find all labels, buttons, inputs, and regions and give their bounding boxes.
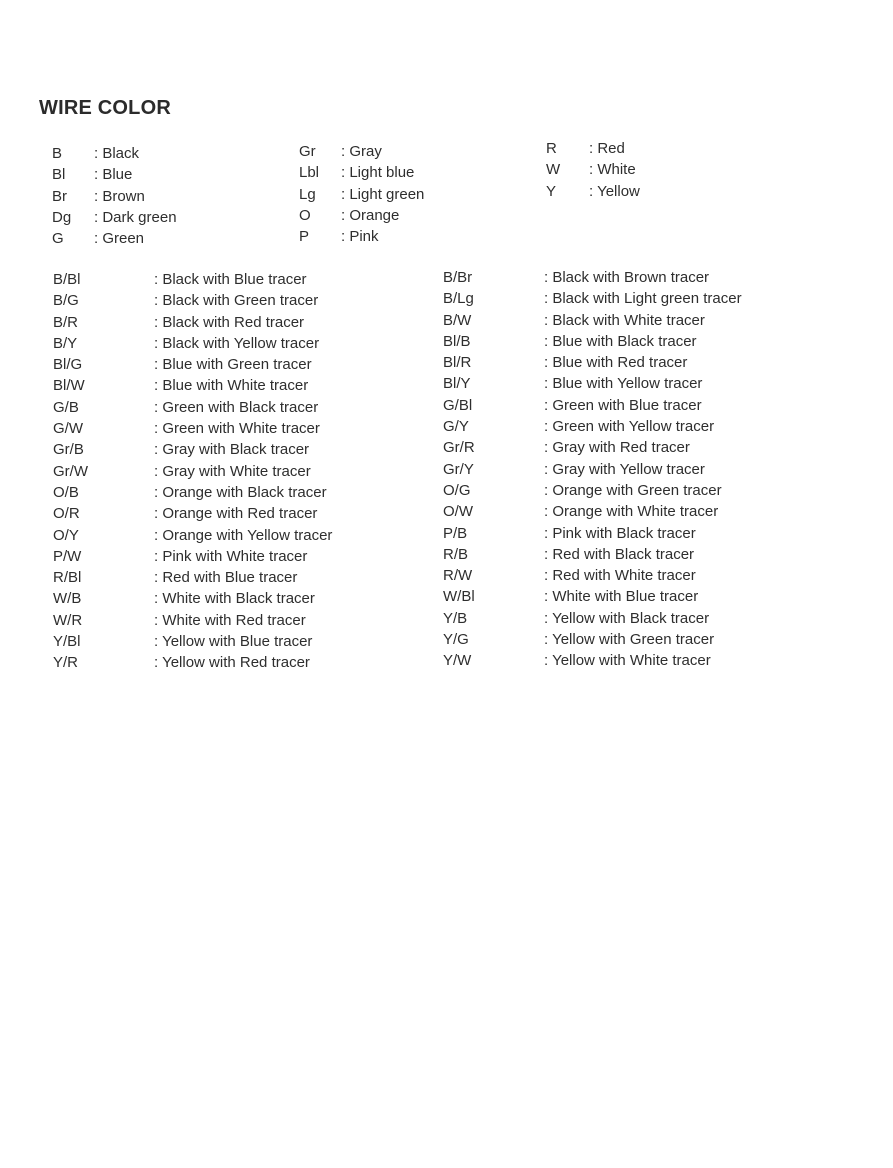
wire-color-description: : Blue with White tracer [154,377,309,395]
wire-color-description: : Black with Light green tracer [544,290,742,308]
wire-color-description: : Blue with Red tracer [544,354,688,372]
wire-color-code: B [52,145,63,162]
wire-color-code: R/W [443,567,473,585]
wire-color-description: : Red with Black tracer [544,545,695,563]
wire-color-description: : Pink [341,228,379,246]
wire-color-description: : Blue [94,166,133,184]
wire-color-description: : Orange with Black tracer [154,483,327,501]
wire-color-description: : Orange [341,206,400,224]
wire-color-description: : Orange with White tracer [544,503,719,521]
wire-color-description: : White with Black tracer [154,590,315,608]
wire-color-code: P [299,228,310,246]
wire-color-description: : Gray with Red tracer [544,439,690,457]
wire-color-code: R [546,140,557,157]
wire-color-code: P/W [53,547,82,565]
wire-color-description: : Yellow with Green tracer [544,631,715,649]
wire-color-code: B/Y [53,334,78,352]
wire-color-code: G/Y [443,418,469,436]
wire-color-description: : Gray with Black tracer [154,441,310,459]
wire-color-code: Bl [52,166,66,184]
wire-color-code: Bl/Y [443,375,471,393]
wire-color-description: : Green with Black tracer [154,398,319,416]
wire-color-code: Gr/B [53,441,84,459]
wire-color-code: B/Lg [443,290,474,308]
wire-color-description: : Green [94,230,145,248]
wire-color-code: Y [546,182,557,200]
wire-color-description: : Yellow with Blue tracer [154,633,313,651]
wire-color-description: : Light green [341,185,425,203]
wire-color-code: B/R [53,313,79,331]
wire-color-code: Bl/B [443,332,471,350]
wire-color-code: Dg [52,208,72,226]
wire-color-code: Y/R [53,654,79,672]
wire-color-code: Bl/R [443,354,472,372]
wire-color-code: Gr/Y [443,460,474,478]
wire-color-description: : Yellow [589,182,640,200]
wire-color-code: R/B [443,545,469,563]
wire-color-code: G/Bl [443,396,473,414]
wire-color-description: : Red with Blue tracer [154,569,298,587]
wire-color-description: : Orange with Red tracer [154,505,318,523]
wire-color-code: Y/W [443,652,472,670]
wire-color-description: : Red with White tracer [544,567,696,585]
wire-color-description: : Yellow with White tracer [544,652,711,670]
wire-color-code: W [546,161,561,179]
wire-color-description: : Pink with White tracer [154,547,308,565]
wire-color-code: O/B [53,483,79,501]
wire-color-code: Y/B [443,609,468,627]
wire-color-description: : Green with Blue tracer [544,396,702,414]
wire-color-code: Gr/W [53,462,88,480]
wire-color-description: : Pink with Black tracer [544,524,696,542]
wire-color-description: : Red [589,140,625,157]
wire-color-description: : Orange with Green tracer [544,481,722,499]
page-title: WIRE COLOR [39,97,171,119]
wire-color-description: : White with Red tracer [154,611,306,629]
wire-color-description: : Yellow with Black tracer [544,609,710,627]
wire-color-description: : Black with Yellow tracer [154,334,320,352]
wire-color-code: Gr/R [443,439,475,457]
wire-color-description: : Blue with Green tracer [154,356,312,374]
wire-color-code: Lg [299,185,316,203]
wire-color-code: O [299,206,311,224]
wire-color-description: : Gray [341,143,382,160]
wire-color-description: : Blue with Yellow tracer [544,375,703,393]
wire-color-code: O/R [53,505,80,523]
wire-color-description: : Orange with Yellow tracer [154,526,333,544]
wire-color-code: B/Bl [53,271,81,288]
wire-color-description: : Brown [94,187,145,205]
wire-color-description: : Black with Red tracer [154,313,305,331]
wire-color-description: : Blue with Black tracer [544,332,697,350]
wire-color-description: : Yellow with Red tracer [154,654,310,672]
wire-color-code: R/Bl [53,569,82,587]
wire-color-code: Bl/G [53,356,83,374]
wire-color-code: Lbl [299,164,320,182]
wire-color-description: : Black with Brown tracer [544,269,710,286]
wire-color-description: : White with Blue tracer [544,588,699,606]
wire-color-code: G [52,230,64,248]
wire-color-code: O/G [443,481,471,499]
wire-color-code: Y/G [443,631,469,649]
wire-color-code: Bl/W [53,377,85,395]
wire-color-description: : Black with Green tracer [154,292,319,310]
wire-color-description: : Light blue [341,164,415,182]
wire-color-code: Br [52,187,67,205]
wire-color-code: O/Y [53,526,79,544]
wire-color-description: : Black [94,145,140,162]
wire-color-description: : Black with White tracer [544,311,705,329]
wire-color-code: O/W [443,503,473,521]
wire-color-description: : Gray with White tracer [154,462,311,480]
wire-color-code: Y/Bl [53,633,81,651]
wire-color-code: Gr [299,143,316,160]
wire-color-code: P/B [443,524,468,542]
wire-color-description: : Gray with Yellow tracer [544,460,705,478]
wire-color-description: : Black with Blue tracer [154,271,307,288]
wire-color-code: B/G [53,292,79,310]
wire-color-code: B/W [443,311,472,329]
wire-color-code: B/Br [443,269,473,286]
wire-color-description: : White [589,161,636,179]
wire-color-description: : Green with White tracer [154,420,320,438]
wire-color-code: G/W [53,420,83,438]
wire-color-code: G/B [53,398,79,416]
wire-color-code: W/B [53,590,82,608]
wire-color-code: W/R [53,611,83,629]
wire-color-description: : Green with Yellow tracer [544,418,715,436]
wire-color-description: : Dark green [94,208,177,226]
wire-color-code: W/Bl [443,588,475,606]
